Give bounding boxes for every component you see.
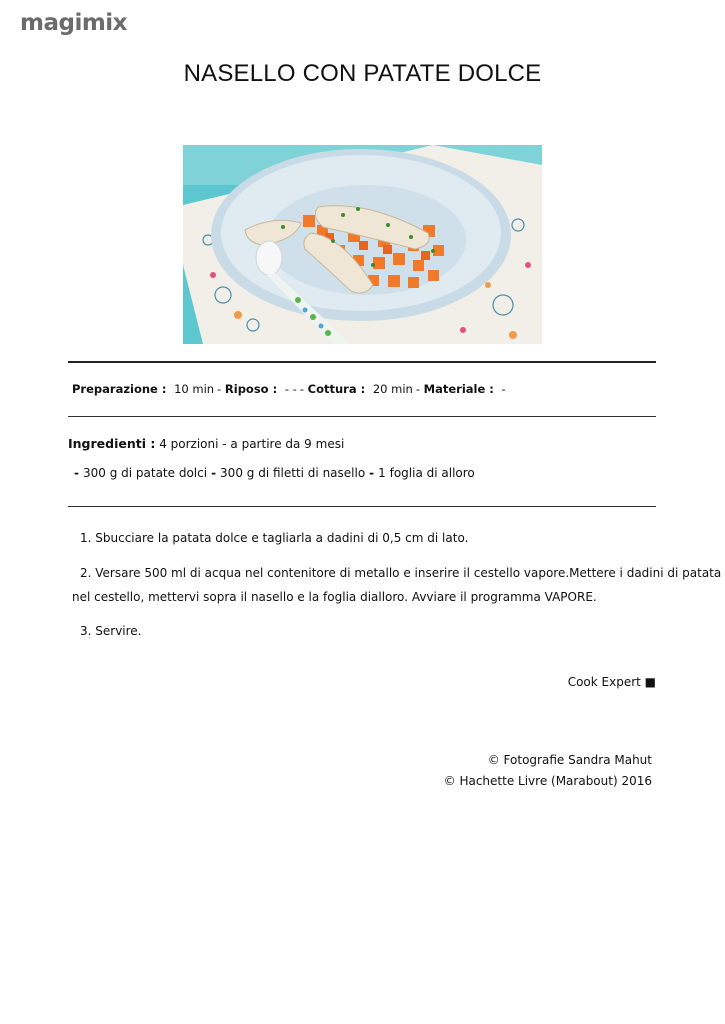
divider-meta [68, 416, 656, 417]
ingredient-bullet: - [369, 466, 375, 480]
rest-label: Riposo : [224, 382, 278, 396]
ingredient-item: 300 g di filetti di nasello [220, 466, 366, 480]
ingredients-header [68, 436, 344, 451]
publisher-credit: © Hachette Livre (Marabout) 2016 [443, 774, 652, 788]
divider-top [68, 361, 656, 363]
prep-value: 10 min [174, 382, 215, 396]
ingredient-bullet: - [74, 466, 79, 480]
step-2: 2. Versare 500 ml di acqua nel contenitore di metallo e inserire il cestello vapore.Mettere i dadini di patata [80, 566, 722, 580]
ingredients-label: Ingredienti : [68, 436, 156, 451]
meta-separator: - [415, 382, 420, 396]
cook-label: Cottura : [307, 382, 366, 396]
magimix-logo: magimix [20, 10, 128, 36]
recipe-photo [183, 145, 542, 344]
recipe-meta [72, 382, 509, 396]
ingredient-bullet: - [211, 466, 217, 480]
rest-value: - - [284, 382, 297, 396]
step-3: 3. Servire. [80, 624, 142, 638]
material-value: - [501, 382, 506, 396]
cook-value: 20 min [372, 382, 413, 396]
ingredient-item: 1 foglia di alloro [378, 466, 475, 480]
material-label: Materiale : [423, 382, 494, 396]
ingredients-portions: 4 porzioni - a partire da 9 mesi [159, 437, 345, 451]
recipe-photo-illustration [183, 145, 542, 344]
step-2-continued: nel cestello, mettervi sopra il nasello e la foglia dialloro. Avviare il programma VAPORE. [72, 590, 597, 604]
meta-separator: - [217, 382, 222, 396]
photo-credit: © Fotografie Sandra Mahut [487, 753, 652, 767]
recipe-title: NASELLO CON PATATE DOLCE [183, 60, 542, 87]
prep-label: Preparazione : [72, 382, 167, 396]
divider-ingredients [68, 506, 656, 507]
ingredients-list [74, 466, 475, 480]
meta-separator: - [299, 382, 304, 396]
ingredient-item: 300 g di patate dolci [82, 466, 208, 480]
program-label: Cook Expert ■ [567, 675, 656, 689]
step-1: 1. Sbucciare la patata dolce e tagliarla a dadini di 0,5 cm di lato. [80, 531, 469, 545]
